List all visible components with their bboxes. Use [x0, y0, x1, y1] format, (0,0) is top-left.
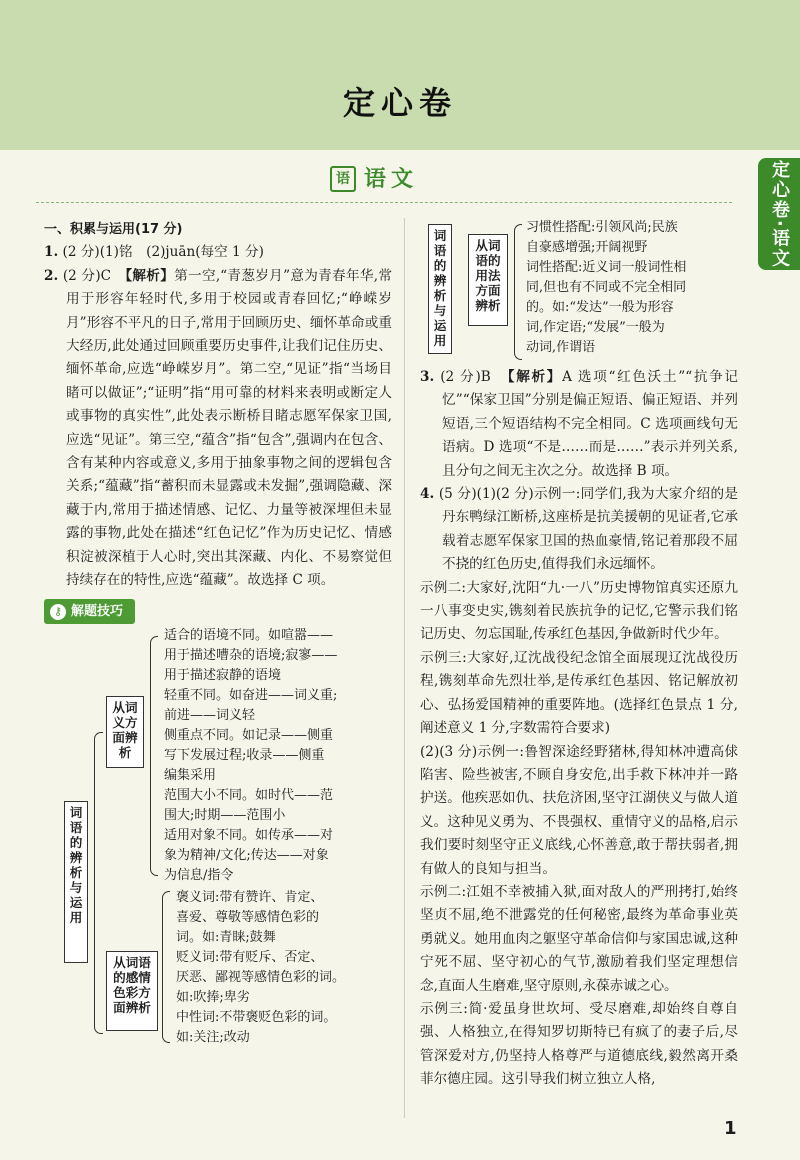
- column-divider: [404, 218, 405, 1118]
- tree-leaf: 厌恶、鄙视等感情色彩的词。: [176, 969, 346, 985]
- tree-leaf: 象为精神/文化;传达——对象: [164, 847, 329, 863]
- left-column: [44, 218, 392, 1074]
- tree-leaf: 习惯性搭配:引领风尚;民族: [526, 220, 678, 235]
- tree-leaf: 用于描述嘈杂的语境;寂寥——: [164, 647, 338, 663]
- tree-root: 词语的辨析与运用: [64, 801, 88, 963]
- q2-analysis-tag: 【解析】: [125, 267, 175, 284]
- q1-text: (2 分)(1)铭 (2)juān(每空 1 分): [62, 244, 264, 261]
- q3-number: 3.: [420, 369, 435, 385]
- tree-root: 词语的辨析与运用: [428, 224, 452, 354]
- q2-body: 第一空,“青葱岁月”意为青春年华,常用于形容年轻时代,多用于校园或青春回忆;“峥嵘岁月”形容不平凡的日子,常用于回顾历史、缅怀革命或重大经历,此处通过回顾重要历史事件,让我们记住历史、缅怀革命,应选“峥嵘岁月”。第二空,“见证”指“当场目睹可以做证”;“证明”指“用可靠的材料来表明或断定人或事物的真实性”,此处表示断桥目睹志愿军保家卫国,应选“见证”。第三空,“蕴含”指“包含”,强调内在包含、含有某种内容或意义,多用于抽象事物之间的逻辑包含关系;“蕴藏”指“蓄积而未显露或未发掘”,强调隐藏、深藏于内,常用于描述情感、记忆、力量等被深埋但未显露的事物,此处在描述“红色记忆”作为历史记忆、情感积淀被深植于人心时,突出其深藏、内化、不易察觉但持续存在的特性,应选“蕴藏”。故选择 C 项。: [66, 267, 393, 589]
- tree-leaf: 写下发展过程;收录——侧重: [164, 747, 325, 763]
- tree-leaf: 动词,作谓语: [526, 340, 596, 355]
- question-3: [420, 366, 738, 483]
- tree-leaf: 如:关注;改动: [176, 1029, 250, 1045]
- subject-heading: [330, 162, 418, 193]
- q3-analysis-tag: 【解析】: [507, 369, 563, 385]
- q4-example-2: 示例二:大家好,沈阳“九·一八”历史博物馆真实还原九一八事变史实,镌刻着民族抗争的记忆,它警示我们铭记历史、勿忘国耻,传承红色基因,争做新时代少年。: [420, 579, 738, 643]
- subject-title: 语文: [364, 167, 419, 192]
- branch2-brace: [162, 891, 170, 1043]
- question-1: [44, 241, 392, 264]
- tree-leaf: 侧重点不同。如记录——侧重: [164, 727, 334, 743]
- content-area: [0, 150, 800, 1160]
- concept-tree-left: [44, 626, 392, 1074]
- tree-leaf: 自豪感增强;开阔视野: [526, 240, 648, 255]
- q4-part2-example-2: 示例二:江姐不幸被捕入狱,面对敌人的严刑拷打,始终坚贞不屈,绝不泄露党的任何秘密,最终为革命事业英勇就义。她用血肉之躯坚守革命信仰与家国忠诚,这种宁死不屈、坚守初心的气节,激励着我们坚定理想信念,直面人生磨难,坚守原则,永葆赤诚之心。: [420, 883, 738, 994]
- tree-leaf: 喜爱、尊敬等感情色彩的: [176, 909, 320, 925]
- branch-usage: 从词语的用法方面辨析: [468, 234, 508, 326]
- tree-leaf: 词,作定语;“发展”一般为: [526, 320, 665, 335]
- tree-leaf: 适用对象不同。如传承——对: [164, 827, 334, 843]
- tree-leaf: 围大;时期——范围小: [164, 807, 286, 823]
- tree-leaf: 用于描述寂静的语境: [164, 667, 282, 683]
- question-2: [44, 265, 392, 593]
- branch-emotion-color: 从词语的感情色彩方面辨析: [106, 951, 158, 1031]
- tree-leaf: 贬义词:带有贬斥、否定、: [176, 949, 324, 965]
- tree-leaf: 范围大小不同。如时代——范: [164, 787, 334, 803]
- q4-part1: (5 分)(1)(2 分)示例一:同学们,我为大家介绍的是丹东鸭绿江断桥,这座桥是抗美援朝的见证者,它承载着志愿军保家卫国的热血豪情,铭记着那段不屈不挠的红色历史,值得我们永远缅怀。: [438, 486, 738, 573]
- tip-label: 解题技巧: [71, 603, 124, 619]
- question-4: [420, 483, 738, 577]
- q2-number: 2.: [44, 267, 59, 284]
- q4-part2: (2)(3 分)示例一:鲁智深途经野猪林,得知林冲遭高俅陷害、险些被害,不顾自身安危,出手救下林冲并一路护送。他疾恶如仇、扶危济困,坚守江湖侠义与做人道义。这种见义勇为、不畏强权、重情守义的品格,启示我们要时刻坚守正义底线,心怀善意,敢于帮扶弱者,拥有做人的良知与担当。: [420, 743, 738, 877]
- q1-number: 1.: [44, 244, 59, 261]
- section-title: 一、积累与运用(17 分): [44, 222, 183, 237]
- tree-leaf: 如:吹捧;卑劣: [176, 989, 250, 1005]
- tree-leaf: 同,但也有不同或不完全相同: [526, 280, 687, 295]
- tree-leaf: 轻重不同。如奋进——词义重;: [164, 687, 338, 703]
- branch1-brace: [150, 636, 158, 876]
- page-title: 定心卷: [342, 84, 457, 122]
- q4-number: 4.: [420, 486, 435, 503]
- tree-leaf: 词。如:青睐;鼓舞: [176, 929, 276, 945]
- header-rule: [36, 202, 732, 203]
- branch-word-meaning: 从词义方面辨析: [106, 696, 144, 768]
- book-icon: 语: [330, 166, 356, 192]
- tip-badge: [44, 599, 135, 624]
- branch-brace: [514, 224, 522, 360]
- page-number: 1: [724, 1118, 737, 1139]
- q4-example-3: 示例三:大家好,辽沈战役纪念馆全面展现辽沈战役历程,镌刻革命先烈壮举,是传承红色基因、铭记解放初心、弘扬爱国精神的重要阵地。(选择红色景点 1 分,阐述意义 1 分,字数需符合要求): [420, 649, 738, 737]
- tree-leaf: 编集采用: [164, 767, 217, 783]
- q4-part2-example-3: 示例三:简·爱虽身世坎坷、受尽磨难,却始终自尊自强、人格独立,在得知罗切斯特已有疯了的妻子后,尽管深爱对方,仍坚持人格尊严与道德底线,毅然离开桑菲尔德庄园。这引导我们树立独立人格,: [420, 1000, 738, 1088]
- tree-leaf: 为信息/指令: [164, 867, 234, 883]
- tree-leaf: 褒义词:带有赞许、肯定、: [176, 889, 324, 905]
- tree-leaf: 中性词:不带褒贬色彩的词。: [176, 1009, 337, 1025]
- side-tab: 定心卷·语文: [758, 158, 800, 270]
- tree-leaf: 词性搭配:近义词一般词性相: [526, 260, 687, 275]
- tree-leaf: 的。如:“发达”一般为形容: [526, 300, 674, 315]
- root-brace: [94, 732, 103, 1034]
- key-icon: ⚷: [50, 604, 66, 620]
- q2-head: (2 分)C: [62, 267, 126, 284]
- tree-leaf: 适合的语境不同。如喧嚣——: [164, 627, 334, 643]
- q3-body: A 选项“红色沃土”“抗争记忆”“保家卫国”分别是偏正短语、偏正短语、并列短语,三个短语结构不完全相同。C 选项画线句无语病。D 选项“不是……而是……”表示并列关系,且分句之间无主次之分。故选择 B 项。: [442, 369, 738, 479]
- tree-leaf: 前进——词义轻: [164, 707, 256, 723]
- concept-tree-right: [420, 218, 738, 366]
- q3-head: (2 分)B: [440, 369, 508, 385]
- right-column: [420, 218, 738, 1092]
- header-band: [0, 0, 800, 150]
